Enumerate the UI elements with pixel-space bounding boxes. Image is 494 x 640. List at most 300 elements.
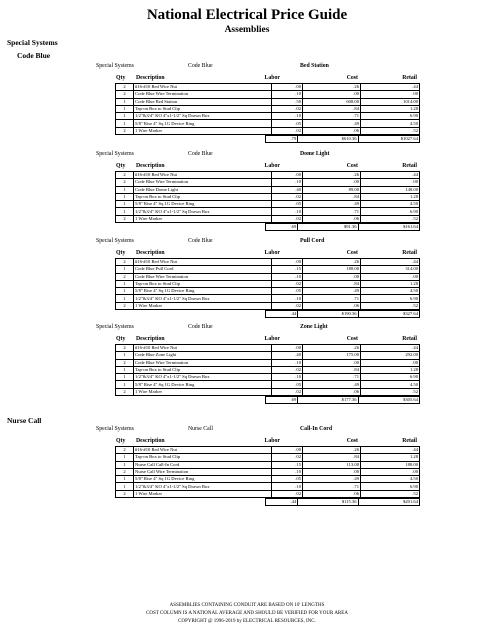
- item-labor: .00: [272, 259, 303, 266]
- assembly-header: [0, 61, 494, 73]
- item-qty: 2: [116, 127, 134, 134]
- item-labor: .10: [272, 483, 303, 490]
- item-qty: 1: [116, 454, 134, 461]
- total-labor: .69: [266, 397, 298, 404]
- column-qty: Qty: [116, 250, 126, 256]
- total-labor: .44: [266, 311, 298, 318]
- assembly-name: Call-In Cord: [300, 426, 333, 432]
- totals-table: [265, 135, 420, 143]
- assembly-header: [0, 322, 494, 334]
- total-cost: $115.36: [298, 499, 358, 506]
- item-retail: .00: [361, 359, 420, 366]
- total-labor: .79: [266, 136, 298, 143]
- item-cost: .26: [303, 447, 361, 454]
- item-qty: 1: [116, 381, 134, 388]
- item-labor: .10: [272, 295, 303, 302]
- item-description: Code Blue Wire Termination: [134, 359, 272, 366]
- item-description: 1 Wire Marker: [134, 302, 272, 309]
- item-retail: 6.90: [361, 208, 420, 215]
- item-description: #16-#10 Red Wire Nut: [134, 447, 272, 454]
- column-qty: Qty: [116, 163, 126, 169]
- item-labor: .00: [272, 172, 303, 179]
- table-row: [116, 127, 420, 134]
- item-qty: 1: [116, 461, 134, 468]
- item-labor: .10: [272, 91, 303, 98]
- item-cost: .84: [303, 280, 361, 287]
- item-description: 1/2"&3/4" KO 4"x1-1/2" Sq Drawn Box: [134, 113, 272, 120]
- item-cost: .00: [303, 359, 361, 366]
- item-retail: 1014.00: [361, 98, 420, 105]
- table-row: [116, 179, 420, 186]
- item-qty: 1: [116, 113, 134, 120]
- column-labor: Labor: [264, 75, 280, 81]
- items-table: [115, 171, 420, 223]
- column-description: Description: [136, 336, 165, 342]
- assembly-group: Code Blue: [188, 324, 213, 330]
- item-qty: 2: [116, 84, 134, 91]
- column-description: Description: [136, 163, 165, 169]
- item-description: Code Blue Dome Light: [134, 186, 272, 193]
- item-qty: 1: [116, 208, 134, 215]
- totals-table: [265, 498, 420, 506]
- item-retail: .00: [361, 468, 420, 475]
- table-row: [116, 490, 420, 497]
- table-row: [116, 388, 420, 395]
- footer-conduit-note: ASSEMBLIES CONTAINING CONDUIT ARE BASED ON 10' LENGTHS: [169, 603, 325, 608]
- item-qty: 2: [116, 273, 134, 280]
- item-labor: .02: [272, 215, 303, 222]
- total-retail: $1027.64: [358, 136, 419, 143]
- table-row: [116, 91, 420, 98]
- item-retail: .44: [361, 345, 420, 352]
- item-cost: .26: [303, 84, 361, 91]
- table-row: [116, 186, 420, 193]
- item-qty: 1: [116, 280, 134, 287]
- column-labor: Labor: [264, 163, 280, 169]
- column-labor: Labor: [264, 250, 280, 256]
- item-description: Code Blue Wire Termination: [134, 273, 272, 280]
- item-labor: .00: [272, 345, 303, 352]
- table-row: [116, 105, 420, 112]
- column-cost: Cost: [346, 75, 358, 81]
- item-description: 5/8" Rise 4" Sq 1G Device Ring: [134, 201, 272, 208]
- column-description: Description: [136, 438, 165, 444]
- item-retail: 188.00: [361, 461, 420, 468]
- total-retail: $327.64: [358, 311, 419, 318]
- column-retail: Retail: [402, 163, 417, 169]
- item-retail: 292.00: [361, 352, 420, 359]
- column-header-row: [0, 334, 494, 344]
- table-row: [116, 295, 420, 302]
- totals-row: [266, 499, 420, 506]
- item-cost: 113.00: [303, 461, 361, 468]
- assembly-block: [0, 236, 494, 318]
- item-qty: 2: [116, 215, 134, 222]
- item-qty: 2: [116, 468, 134, 475]
- item-qty: 1: [116, 352, 134, 359]
- item-cost: .00: [303, 273, 361, 280]
- assembly-header: [0, 149, 494, 161]
- item-labor: .40: [272, 186, 303, 193]
- item-retail: .44: [361, 84, 420, 91]
- item-retail: .52: [361, 302, 420, 309]
- item-retail: 1.28: [361, 105, 420, 112]
- column-cost: Cost: [346, 336, 358, 342]
- item-cost: .71: [303, 483, 361, 490]
- item-qty: 2: [116, 490, 134, 497]
- column-description: Description: [136, 250, 165, 256]
- item-description: 1/2"&3/4" KO 4"x1-1/2" Sq Drawn Box: [134, 295, 272, 302]
- item-retail: 1.28: [361, 454, 420, 461]
- item-description: 1 Wire Marker: [134, 215, 272, 222]
- item-qty: 1: [116, 374, 134, 381]
- assembly-group: Code Blue: [188, 63, 213, 69]
- item-description: 1 Wire Marker: [134, 127, 272, 134]
- item-qty: 2: [116, 302, 134, 309]
- table-row: [116, 280, 420, 287]
- column-cost: Cost: [346, 163, 358, 169]
- totals-row: [266, 136, 420, 143]
- assembly-group: Code Blue: [188, 238, 213, 244]
- item-description: Tap-on Box to Stud Clip: [134, 193, 272, 200]
- item-description: #16-#10 Red Wire Nut: [134, 172, 272, 179]
- item-cost: .49: [303, 120, 361, 127]
- items-table: [115, 446, 420, 498]
- item-retail: 6.90: [361, 113, 420, 120]
- item-qty: 1: [116, 98, 134, 105]
- item-labor: .05: [272, 201, 303, 208]
- table-row: [116, 288, 420, 295]
- assembly-system: Special Systems: [96, 238, 134, 244]
- item-labor: .10: [272, 208, 303, 215]
- table-row: [116, 483, 420, 490]
- item-retail: 314.00: [361, 266, 420, 273]
- item-retail: 4.50: [361, 120, 420, 127]
- item-qty: 1: [116, 120, 134, 127]
- column-header-row: [0, 248, 494, 258]
- category-special-systems: Special Systems: [7, 38, 58, 47]
- item-cost: 175.00: [303, 352, 361, 359]
- total-labor: .69: [266, 224, 298, 231]
- item-description: 1/2"&3/4" KO 4"x1-1/2" Sq Drawn Box: [134, 208, 272, 215]
- column-labor: Labor: [264, 438, 280, 444]
- table-row: [116, 193, 420, 200]
- item-retail: 1.28: [361, 280, 420, 287]
- item-labor: .00: [272, 447, 303, 454]
- item-cost: .06: [303, 127, 361, 134]
- item-description: #16-#10 Red Wire Nut: [134, 84, 272, 91]
- table-row: [116, 476, 420, 483]
- item-retail: .52: [361, 490, 420, 497]
- item-description: Tap-on Box to Stud Clip: [134, 105, 272, 112]
- item-qty: 1: [116, 476, 134, 483]
- table-row: [116, 302, 420, 309]
- column-cost: Cost: [346, 438, 358, 444]
- item-cost: .71: [303, 208, 361, 215]
- total-retail: $201.64: [358, 499, 419, 506]
- item-retail: 1.28: [361, 193, 420, 200]
- assembly-block: [0, 61, 494, 143]
- item-description: Nurse Call Call-In Cord: [134, 461, 272, 468]
- item-description: 1 Wire Marker: [134, 490, 272, 497]
- item-labor: .10: [272, 468, 303, 475]
- footer-copyright: COPYRIGHT @ 1996-2019 by ELECTRICAL RESOURCES, INC.: [178, 619, 316, 624]
- totals-row: [266, 397, 420, 404]
- column-retail: Retail: [402, 438, 417, 444]
- item-labor: .10: [272, 113, 303, 120]
- item-qty: 1: [116, 483, 134, 490]
- item-cost: .84: [303, 193, 361, 200]
- item-qty: 2: [116, 388, 134, 395]
- table-row: [116, 454, 420, 461]
- item-retail: .44: [361, 172, 420, 179]
- item-qty: 1: [116, 186, 134, 193]
- item-description: 5/8" Rise 4" Sq 1G Device Ring: [134, 120, 272, 127]
- total-retail: $161.64: [358, 224, 419, 231]
- column-description: Description: [136, 75, 165, 81]
- item-qty: 2: [116, 359, 134, 366]
- assembly-block: [0, 149, 494, 231]
- footer-cost-note: COST COLUMN IS A NATIONAL AVERAGE AND SHOULD BE VERIFIED FOR YOUR AREA: [146, 611, 348, 616]
- item-retail: 1.28: [361, 366, 420, 373]
- item-description: 1/2"&3/4" KO 4"x1-1/2" Sq Drawn Box: [134, 374, 272, 381]
- item-qty: 2: [116, 259, 134, 266]
- page-title: National Electrical Price Guide: [146, 7, 348, 23]
- assembly-group: Nurse Call: [188, 426, 213, 432]
- table-row: [116, 266, 420, 273]
- assembly-name: Bed Station: [300, 63, 329, 69]
- item-retail: 6.90: [361, 295, 420, 302]
- item-labor: .02: [272, 454, 303, 461]
- assembly-header: [0, 424, 494, 436]
- item-cost: .49: [303, 476, 361, 483]
- item-labor: .15: [272, 266, 303, 273]
- item-retail: .00: [361, 273, 420, 280]
- column-qty: Qty: [116, 438, 126, 444]
- table-row: [116, 98, 420, 105]
- table-row: [116, 461, 420, 468]
- item-cost: .84: [303, 454, 361, 461]
- item-labor: .10: [272, 179, 303, 186]
- item-retail: 6.90: [361, 483, 420, 490]
- item-description: Code Blue Zone Light: [134, 352, 272, 359]
- item-description: #16-#10 Red Wire Nut: [134, 259, 272, 266]
- item-cost: .84: [303, 366, 361, 373]
- table-row: [116, 273, 420, 280]
- item-qty: 2: [116, 447, 134, 454]
- assembly-system: Special Systems: [96, 63, 134, 69]
- item-qty: 1: [116, 288, 134, 295]
- item-labor: .05: [272, 381, 303, 388]
- item-labor: .40: [272, 352, 303, 359]
- item-qty: 1: [116, 366, 134, 373]
- table-row: [116, 374, 420, 381]
- totals-row: [266, 311, 420, 318]
- item-retail: .44: [361, 447, 420, 454]
- item-cost: .71: [303, 374, 361, 381]
- item-description: 5/8" Rise 4" Sq 1G Device Ring: [134, 476, 272, 483]
- table-row: [116, 172, 420, 179]
- item-retail: 4.50: [361, 288, 420, 295]
- item-cost: .84: [303, 105, 361, 112]
- item-qty: 1: [116, 266, 134, 273]
- item-retail: 4.50: [361, 201, 420, 208]
- item-cost: .06: [303, 215, 361, 222]
- item-cost: .26: [303, 172, 361, 179]
- table-row: [116, 208, 420, 215]
- item-description: Tap-on Box to Stud Clip: [134, 454, 272, 461]
- item-qty: 1: [116, 295, 134, 302]
- item-labor: .02: [272, 193, 303, 200]
- items-table: [115, 344, 420, 396]
- item-labor: .05: [272, 476, 303, 483]
- item-retail: .44: [361, 259, 420, 266]
- item-cost: .00: [303, 468, 361, 475]
- item-labor: .10: [272, 273, 303, 280]
- column-qty: Qty: [116, 336, 126, 342]
- item-retail: 6.90: [361, 374, 420, 381]
- item-cost: .06: [303, 302, 361, 309]
- item-labor: .10: [272, 359, 303, 366]
- item-qty: 2: [116, 91, 134, 98]
- item-labor: .02: [272, 302, 303, 309]
- item-description: Tap-on Box to Stud Clip: [134, 280, 272, 287]
- table-row: [116, 84, 420, 91]
- item-cost: 89.00: [303, 186, 361, 193]
- column-qty: Qty: [116, 75, 126, 81]
- assembly-name: Dome Light: [300, 151, 330, 157]
- item-retail: .52: [361, 388, 420, 395]
- item-description: Code Blue Pull Cord: [134, 266, 272, 273]
- item-labor: .50: [272, 98, 303, 105]
- category-nurse-call: Nurse Call: [7, 416, 42, 425]
- item-labor: .15: [272, 461, 303, 468]
- total-retail: $305.64: [358, 397, 419, 404]
- table-row: [116, 259, 420, 266]
- totals-row: [266, 224, 420, 231]
- item-cost: 608.00: [303, 98, 361, 105]
- item-description: 1/2"&3/4" KO 4"x1-1/2" Sq Drawn Box: [134, 483, 272, 490]
- item-retail: .00: [361, 91, 420, 98]
- item-qty: 2: [116, 345, 134, 352]
- column-retail: Retail: [402, 75, 417, 81]
- total-cost: $91.36: [298, 224, 358, 231]
- table-row: [116, 468, 420, 475]
- item-qty: 2: [116, 179, 134, 186]
- item-qty: 1: [116, 105, 134, 112]
- total-cost: $190.36: [298, 311, 358, 318]
- item-cost: .71: [303, 113, 361, 120]
- item-retail: 4.50: [361, 476, 420, 483]
- total-cost: $177.36: [298, 397, 358, 404]
- table-row: [116, 352, 420, 359]
- item-labor: .05: [272, 288, 303, 295]
- assembly-system: Special Systems: [96, 324, 134, 330]
- item-cost: .49: [303, 381, 361, 388]
- item-retail: .52: [361, 127, 420, 134]
- item-cost: .00: [303, 91, 361, 98]
- assembly-block: [0, 322, 494, 404]
- table-row: [116, 381, 420, 388]
- item-cost: .06: [303, 490, 361, 497]
- item-description: #16-#10 Red Wire Nut: [134, 345, 272, 352]
- column-retail: Retail: [402, 250, 417, 256]
- item-description: Code Blue Wire Termination: [134, 179, 272, 186]
- assembly-group: Code Blue: [188, 151, 213, 157]
- assembly-name: Pull Cord: [300, 238, 325, 244]
- item-description: 5/8" Rise 4" Sq 1G Device Ring: [134, 381, 272, 388]
- item-retail: .00: [361, 179, 420, 186]
- table-row: [116, 113, 420, 120]
- assembly-name: Zone Light: [300, 324, 328, 330]
- item-cost: .00: [303, 179, 361, 186]
- item-description: Nurse Call Wire Termination: [134, 468, 272, 475]
- item-description: 5/8" Rise 4" Sq 1G Device Ring: [134, 288, 272, 295]
- item-labor: .05: [272, 120, 303, 127]
- item-qty: 2: [116, 172, 134, 179]
- totals-table: [265, 223, 420, 231]
- item-cost: .49: [303, 201, 361, 208]
- column-retail: Retail: [402, 336, 417, 342]
- item-description: 1 Wire Marker: [134, 388, 272, 395]
- assembly-system: Special Systems: [96, 426, 134, 432]
- item-labor: .02: [272, 105, 303, 112]
- item-cost: .49: [303, 288, 361, 295]
- table-row: [116, 345, 420, 352]
- table-row: [116, 201, 420, 208]
- item-qty: 1: [116, 193, 134, 200]
- assembly-header: [0, 236, 494, 248]
- item-qty: 1: [116, 201, 134, 208]
- table-row: [116, 120, 420, 127]
- items-table: [115, 258, 420, 310]
- assembly-system: Special Systems: [96, 151, 134, 157]
- item-labor: .02: [272, 490, 303, 497]
- totals-table: [265, 310, 420, 318]
- table-row: [116, 447, 420, 454]
- item-retail: 4.50: [361, 381, 420, 388]
- assembly-block: [0, 424, 494, 506]
- totals-table: [265, 396, 420, 404]
- column-labor: Labor: [264, 336, 280, 342]
- subcategory-code-blue: Code Blue: [17, 51, 51, 60]
- item-description: Code Blue Bed Station: [134, 98, 272, 105]
- total-cost: $610.36: [298, 136, 358, 143]
- page-subtitle: Assemblies: [224, 25, 270, 35]
- table-row: [116, 359, 420, 366]
- column-header-row: [0, 161, 494, 171]
- column-header-row: [0, 73, 494, 83]
- item-labor: .02: [272, 388, 303, 395]
- item-description: Code Blue Wire Termination: [134, 91, 272, 98]
- table-row: [116, 366, 420, 373]
- items-table: [115, 83, 420, 135]
- item-retail: .52: [361, 215, 420, 222]
- item-cost: 188.00: [303, 266, 361, 273]
- item-labor: .02: [272, 366, 303, 373]
- item-labor: .00: [272, 84, 303, 91]
- total-labor: .44: [266, 499, 298, 506]
- item-cost: .26: [303, 345, 361, 352]
- item-labor: .10: [272, 374, 303, 381]
- item-description: Tap-on Box to Stud Clip: [134, 366, 272, 373]
- item-cost: .26: [303, 259, 361, 266]
- item-cost: .06: [303, 388, 361, 395]
- item-retail: 148.00: [361, 186, 420, 193]
- item-labor: .02: [272, 127, 303, 134]
- item-cost: .71: [303, 295, 361, 302]
- column-cost: Cost: [346, 250, 358, 256]
